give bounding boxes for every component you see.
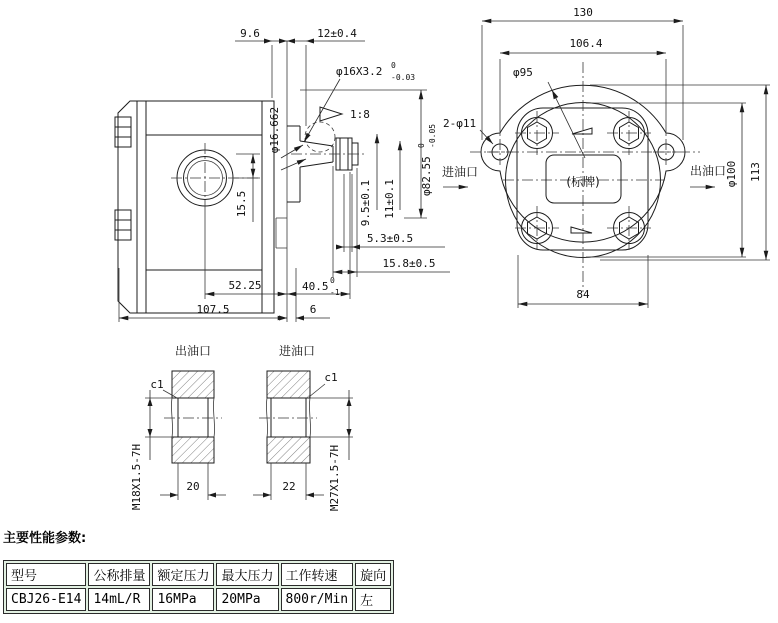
outlet-detail (130, 343, 226, 510)
inlet-chamfer: c1 (324, 371, 338, 384)
dim-nut-len: 5.3±0.5 (366, 232, 414, 245)
port-details (130, 343, 353, 511)
outlet-thread: M18X1.5-7H (130, 443, 143, 511)
inlet-thread: M27X1.5-7H (328, 444, 341, 512)
dim-top-gap: 9.6 (240, 27, 260, 40)
front-view (442, 6, 770, 308)
outlet-label: 出油口 (689, 164, 727, 178)
taper-symbol (320, 107, 342, 121)
dim-thread-spec-sup: 0 (391, 61, 396, 70)
dim-port-offset: 15.5 (235, 190, 248, 218)
header-rotation: 旋向 (355, 563, 391, 586)
dim-shaft-len: 40.5 (302, 280, 329, 293)
parameters-section (3, 527, 394, 614)
front-view-dimensions (443, 6, 770, 308)
nameplate-label: (标牌) (566, 175, 600, 189)
dim-shaft-step: 12±0.4 (317, 27, 357, 40)
dim-gauge-dia: φ16.662 (268, 106, 281, 154)
outlet-chamfer: c1 (150, 378, 164, 391)
value-rotation: 左 (355, 588, 391, 611)
header-displacement: 公称排量 (88, 563, 150, 586)
table-value-row (6, 588, 391, 611)
dim-depth2: 11±0.1 (383, 179, 396, 219)
dim-body-width: 84 (576, 288, 590, 301)
dim-shaft-len-sub: -1 (330, 288, 340, 297)
dim-port-to-face: 52.25 (228, 279, 262, 292)
table-header-row (6, 563, 391, 586)
dim-bolt-span: 106.4 (569, 37, 603, 50)
inlet-detail (253, 343, 353, 511)
dim-spigot-group (417, 124, 437, 196)
dim-face-offset: 6 (309, 303, 317, 316)
parameters-table (3, 560, 394, 614)
value-model: CBJ26-E14 (6, 588, 86, 611)
value-speed: 800r/Min (281, 588, 354, 611)
flow-arrow-bottom (571, 227, 592, 233)
dim-thread-len: 15.8±0.5 (382, 257, 436, 270)
inlet-title: 进油口 (278, 344, 316, 358)
dim-mount-holes: 2-φ11 (443, 117, 477, 130)
dim-total-len: 107.5 (196, 303, 230, 316)
dim-height: 113 (749, 162, 762, 182)
inlet-width: 22 (282, 480, 296, 493)
side-view (115, 27, 450, 322)
inlet-label: 进油口 (441, 165, 479, 179)
dim-taper-ratio: 1:8 (350, 108, 370, 121)
side-view-dimensions (119, 27, 450, 322)
dim-thread-spec: φ16X3.2 (336, 65, 383, 78)
side-view-shaft (291, 122, 367, 170)
dim-spigot-dia: φ95 (513, 66, 533, 79)
flow-arrow-top (572, 128, 592, 134)
header-rated-pressure: 额定压力 (152, 563, 214, 586)
value-rated-pressure: 16MPa (152, 588, 214, 611)
dim-spigot: φ82.55 (420, 156, 433, 196)
header-model: 型号 (6, 563, 86, 586)
dim-depth1: 9.5±0.1 (359, 179, 372, 227)
dim-spigot-sup: 0 (417, 143, 426, 148)
dim-shaft-len-sup: 0 (330, 276, 335, 285)
dim-thread-spec-sub: -0.03 (391, 73, 416, 82)
taper-gauge-circle (305, 122, 335, 152)
outlet-title: 出油口 (174, 344, 212, 358)
dim-flange-width: 130 (573, 6, 593, 19)
value-displacement: 14mL/R (88, 588, 150, 611)
outlet-width: 20 (186, 480, 200, 493)
value-max-pressure: 20MPa (216, 588, 278, 611)
dim-body-dia: φ100 (725, 160, 738, 188)
parameters-title: 主要性能参数: (3, 531, 87, 546)
header-speed: 工作转速 (281, 563, 354, 586)
dim-spigot-sub: -0.05 (428, 123, 437, 148)
header-max-pressure: 最大压力 (216, 563, 278, 586)
